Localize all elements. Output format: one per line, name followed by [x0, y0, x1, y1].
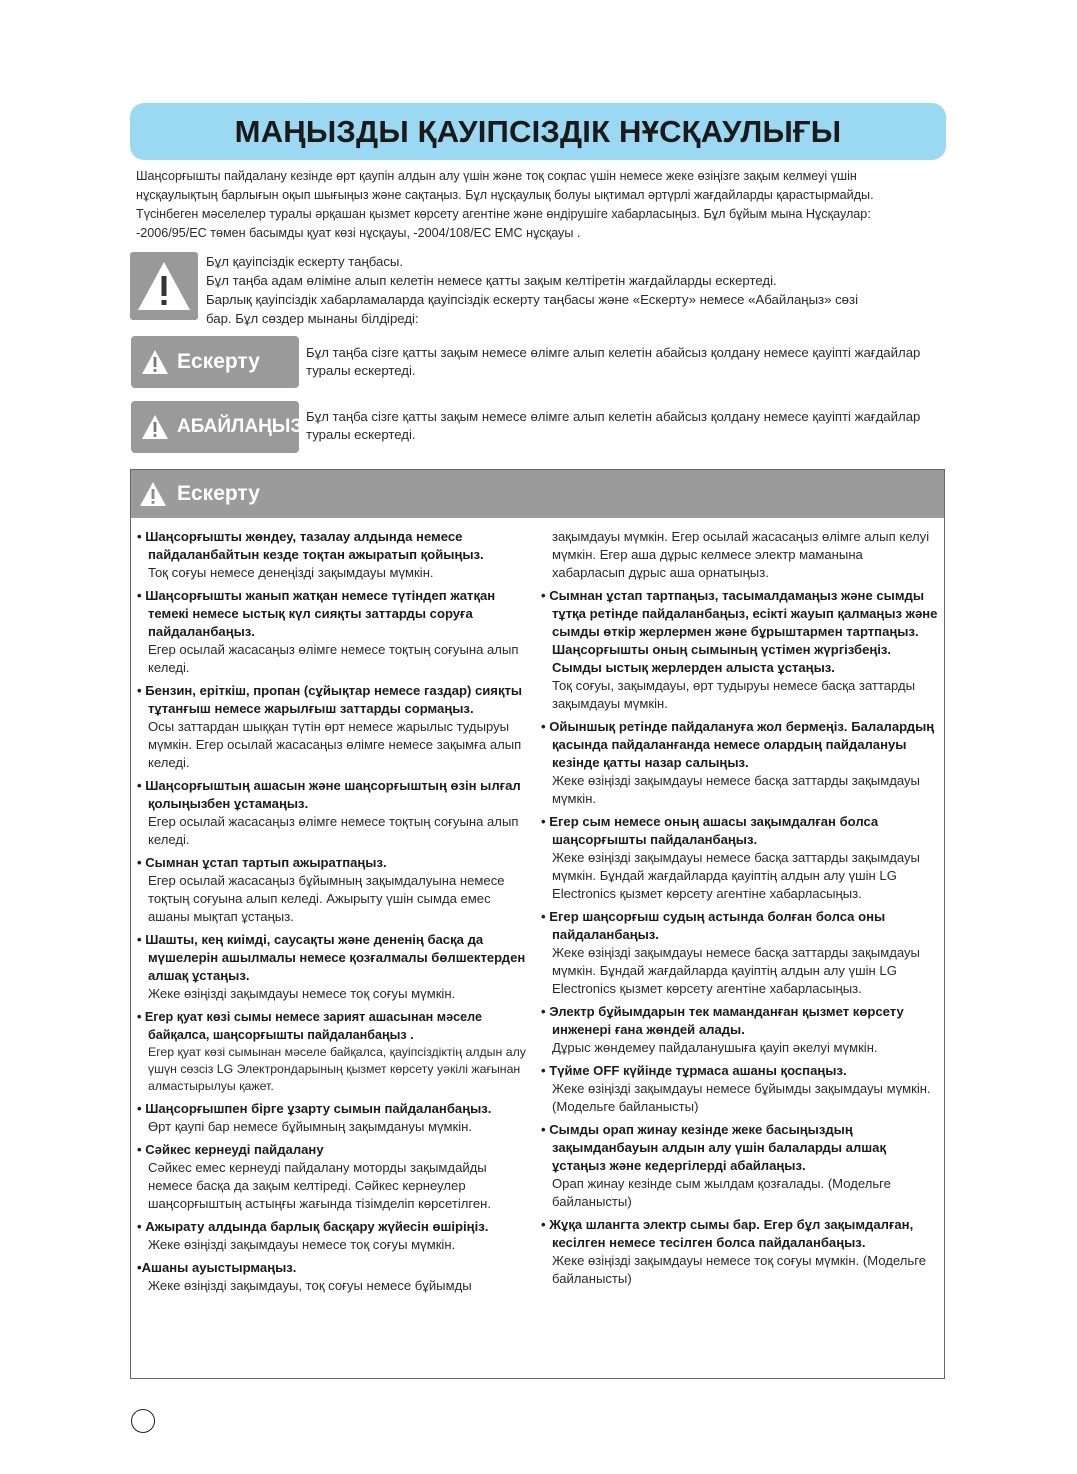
- warnings-section: [130, 469, 945, 1379]
- item-heading: • Шашты, кең киімді, саусақты және дененің басқа да мүшелерін ашылмалы немесе қозғалмалы бөлшектерден алшақ ұстаңыз.: [137, 932, 526, 983]
- section-title: Ескерту: [177, 482, 260, 505]
- item-heading: • Шаңсорғыштың ашасын және шаңсорғыштың өзін ылғал қолыңызбен ұстамаңыз.: [137, 778, 521, 811]
- item-body: зақымдауы мүмкін. Егер осылай жасасаңыз өлімге алып келуі мүмкін. Егер аша дұрыс келмесе электр маманына хабарласып дұрыс аша орнатыңыз.: [552, 529, 930, 580]
- item-heading: •Ашаны ауыстырмаңыз.: [137, 1260, 297, 1275]
- item-heading: • Шаңсорғышты жөндеу, тазалау алдында немесе пайдаланбайтын кезде тоқтан ажыратып қойыңыз.: [137, 529, 484, 562]
- list-item: [137, 931, 529, 1003]
- list-item: [541, 528, 939, 582]
- item-heading: • Шаңсорғышпен бірге ұзарту сымын пайдаланбаңыз.: [137, 1101, 492, 1116]
- item-body: Жеке өзіңізді зақымдауы немесе тоқ соғуы мүмкін.: [148, 986, 456, 1001]
- right-column: [541, 528, 939, 1293]
- list-item: [541, 1003, 939, 1057]
- list-item: [137, 1259, 529, 1295]
- warning-badge-description: Бұл таңба сізге қатты зақым немесе өлімге алып келетін абайсыз қолдану немесе қауіпті жағдайлар туралы ескертеді.: [306, 345, 921, 378]
- warning-triangle-icon: [141, 414, 169, 440]
- item-heading: • Электр бұйымдарын тек маманданған қызмет көрсету инженері ғана жөндей алады.: [541, 1004, 904, 1037]
- item-heading: • Бензин, еріткіш, пропан (сұйықтар немесе газдар) сияқты тұтанғыш немесе жарылғыш заттарды сормаңыз.: [137, 683, 523, 716]
- list-item: [541, 718, 939, 808]
- caution-badge-description: Бұл таңба сізге қатты зақым немесе өлімге алып келетін абайсыз қолдану немесе қауіпті жағдайлар туралы ескертеді.: [306, 409, 921, 442]
- item-body: Жеке өзіңізді зақымдауы немесе басқа заттарды зақымдауы мүмкін. Бұндай жағдайларда қауіптің алдын алу үшін LG Electronics қызмет көрсету агентіне хабарласыңыз.: [552, 945, 920, 996]
- item-heading: • Ойыншық ретінде пайдалануға жол бермеңіз. Балалардың қасында пайдаланғанда немесе олардың пайдалануы кезінде қатты назар салыңыз.: [541, 719, 935, 770]
- left-column: [137, 528, 529, 1300]
- intro-line: Түсінбеген мәселелер туралы әрқашан қызмет көрсету агентіне және өндірушіге хабарласыңыз. Бұл бұйым мына Нұсқаулар:: [136, 207, 871, 221]
- item-body: Жеке өзіңізді зақымдауы немесе тоқ соғуы мүмкін. (Модельге байланысты): [552, 1253, 926, 1286]
- item-heading: • Егер қуат көзі сымы немесе зарият ашасынан мәселе байқалса, шаңсорғышты пайдаланбаңыз .: [137, 1010, 482, 1042]
- item-body: Өрт қаупі бар немесе бұйымның зақымдануы мүмкін.: [148, 1119, 473, 1134]
- caution-badge-label: АБАЙЛАҢЫЗ: [177, 416, 303, 437]
- item-heading: • Егер сым немесе оның ашасы зақымдалған болса шаңсорғышты пайдаланбаңыз.: [541, 814, 879, 847]
- list-item: [137, 587, 529, 677]
- intro-line: Шаңсорғышты пайдалану кезінде өрт қаупін алдын алу үшін және тоқ соқпас үшін немесе жеке өзіңізге зақым келмеуі үшін: [136, 169, 857, 183]
- item-body: Жеке өзіңізді зақымдауы немесе басқа заттарды зақымдауы мүмкін.: [552, 773, 920, 806]
- item-heading: • Түйме OFF күйінде тұрмаса ашаны қоспаңыз.: [541, 1063, 847, 1078]
- warning-triangle-icon: [136, 258, 192, 314]
- page-title: МАҢЫЗДЫ ҚАУІПСІЗДІК НҰСҚАУЛЫҒЫ: [234, 113, 842, 149]
- item-heading: • Жұқа шлангта электр сымы бар. Егер бұл зақымдалған, кесілген немесе тесілген болса пайдаланбаңыз.: [541, 1217, 914, 1250]
- list-item: [541, 1121, 939, 1211]
- list-item: [137, 528, 529, 582]
- symbol-line: бар. Бұл сөздер мынаны білдіреді:: [206, 311, 419, 326]
- list-item: [541, 587, 939, 713]
- intro-line: -2006/95/EC төмен басымды қуат көзі нұсқауы, -2004/108/EC EMC нұсқауы .: [136, 226, 581, 240]
- item-body: Жеке өзіңізді зақымдауы немесе тоқ соғуы мүмкін.: [148, 1237, 456, 1252]
- item-body: Жеке өзіңізді зақымдауы, тоқ соғуы немесе бұйымды: [148, 1278, 472, 1293]
- list-item: [541, 908, 939, 998]
- item-body: Жеке өзіңізді зақымдауы немесе басқа заттарды зақымдауы мүмкін. Бұндай жағдайларда қауіптің алдын алу үшін LG Electronics қызмет көрсету агентіне хабарласыңыз.: [552, 850, 920, 901]
- list-item: [137, 682, 529, 772]
- item-body: Дұрыс жөндемеу пайдаланушыға қауіп әкелуі мүмкін.: [552, 1040, 878, 1055]
- symbol-line: Барлық қауіпсіздік хабарламаларда қауіпсіздік ескерту таңбасы және «Ескерту» немесе «Абайлаңыз» сөзі: [206, 292, 858, 307]
- item-heading: • Сымнан ұстап тартып ажыратпаңыз.: [137, 855, 387, 870]
- intro-line: нұсқаулықтың барлығын оқып шығыңыз және сақтаңыз. Бұл нұсқаулық болуы ықтимал әртүрлі жағдайларды қарастырмайды.: [136, 188, 874, 202]
- item-body: Сәйкес емес кернеуді пайдалану моторды зақымдайды немесе басқа да зақым келтіреді. Сәйкес кернеулер шаңсорғыштың астыңғы жағында тізімделіп көрсетілген.: [148, 1160, 492, 1211]
- item-body: Орап жинау кезінде сым жылдам қозғалады. (Модельге байланысты): [552, 1176, 891, 1209]
- item-body: Тоқ соғуы, зақымдауы, өрт тудыруы немесе басқа заттарды зақымдауы мүмкін.: [552, 678, 916, 711]
- list-item: [541, 1216, 939, 1288]
- item-body: Егер осылай жасасаңыз өлімге немесе тоқтың соғуына алып келеді.: [148, 642, 519, 675]
- list-item: [137, 1100, 529, 1136]
- list-item: [137, 1008, 529, 1095]
- symbol-line: Бұл қауіпсіздік ескерту таңбасы.: [206, 254, 404, 269]
- caution-badge: [131, 401, 303, 453]
- item-body: Егер осылай жасасаңыз бұйымның зақымдалуына немесе тоқтың соғуына алып келеді. Ажырыту үшін сымда емес ашаны мықтап ұстаңыз.: [148, 873, 505, 924]
- symbol-description: [206, 252, 946, 328]
- list-item: [541, 1062, 939, 1116]
- section-header: [131, 470, 944, 518]
- warning-badge-label: Ескерту: [177, 350, 260, 373]
- item-heading: • Шаңсорғышты жанып жатқан немесе түтіндеп жатқан темекі немесе ыстық күл сияқты заттарды соруға пайдаланбаңыз.: [137, 588, 496, 639]
- warning-badge: [131, 336, 299, 388]
- list-item: [137, 1218, 529, 1254]
- item-body: Егер қуат көзі сымынан мәселе байқалса, қауіпсіздіктің алдын алу үшүн сөзсіз LG Электрондарының қызмет көрсету уәкілі жағынан алмастырылуы қажет.: [148, 1045, 526, 1093]
- warning-triangle-icon: [139, 481, 167, 507]
- item-heading: • Сымды орап жинау кезінде жеке басыңыздың зақымданбауын алдын алу үшін балаларды алшақ ұстаңыз және кедергілерді абайлаңыз.: [541, 1122, 887, 1173]
- page-number-circle: [131, 1409, 155, 1433]
- item-body: Тоқ соғуы немесе денеңізді зақымдауы мүмкін.: [148, 565, 434, 580]
- list-item: [137, 1141, 529, 1213]
- warning-triangle-icon: [141, 349, 169, 375]
- safety-alert-symbol: [130, 252, 198, 320]
- list-item: [137, 854, 529, 926]
- symbol-line: Бұл таңба адам өліміне алып келетін немесе қатты зақым келтіретін жағдайларды ескертеді.: [206, 273, 777, 288]
- item-heading: • Ажырату алдында барлық басқару жүйесін өшіріңіз.: [137, 1219, 489, 1234]
- item-heading: • Сымнан ұстап тартпаңыз, тасымалдамаңыз және сымды тұтқа ретінде пайдаланбаңыз, есікті жауып қалмаңыз және сымды өткір жерлермен және бұрыштармен тартпаңыз. Шаңсорғышты оның сымының үстімен жүргізбеңіз. Сымды ыстық жерлерден алыста ұстаңыз.: [541, 588, 938, 675]
- item-heading: • Сәйкес кернеуді пайдалану: [137, 1142, 324, 1157]
- item-heading: • Егер шаңсорғыш судың астында болған болса оны пайдаланбаңыз.: [541, 909, 886, 942]
- list-item: [541, 813, 939, 903]
- title-banner: [130, 103, 946, 160]
- item-body: Осы заттардан шыққан түтін өрт немесе жарылыс тудыруы мүмкін. Егер осылай жасасаңыз өлімге немесе зақымға алып келеді.: [148, 719, 522, 770]
- list-item: [137, 777, 529, 849]
- item-body: Егер осылай жасасаңыз өлімге немесе тоқтың соғуына алып келеді.: [148, 814, 519, 847]
- intro-text: [136, 167, 946, 243]
- item-body: Жеке өзіңізді зақымдауы немесе бұйымды зақымдауы мүмкін. (Модельге байланысты): [552, 1081, 931, 1114]
